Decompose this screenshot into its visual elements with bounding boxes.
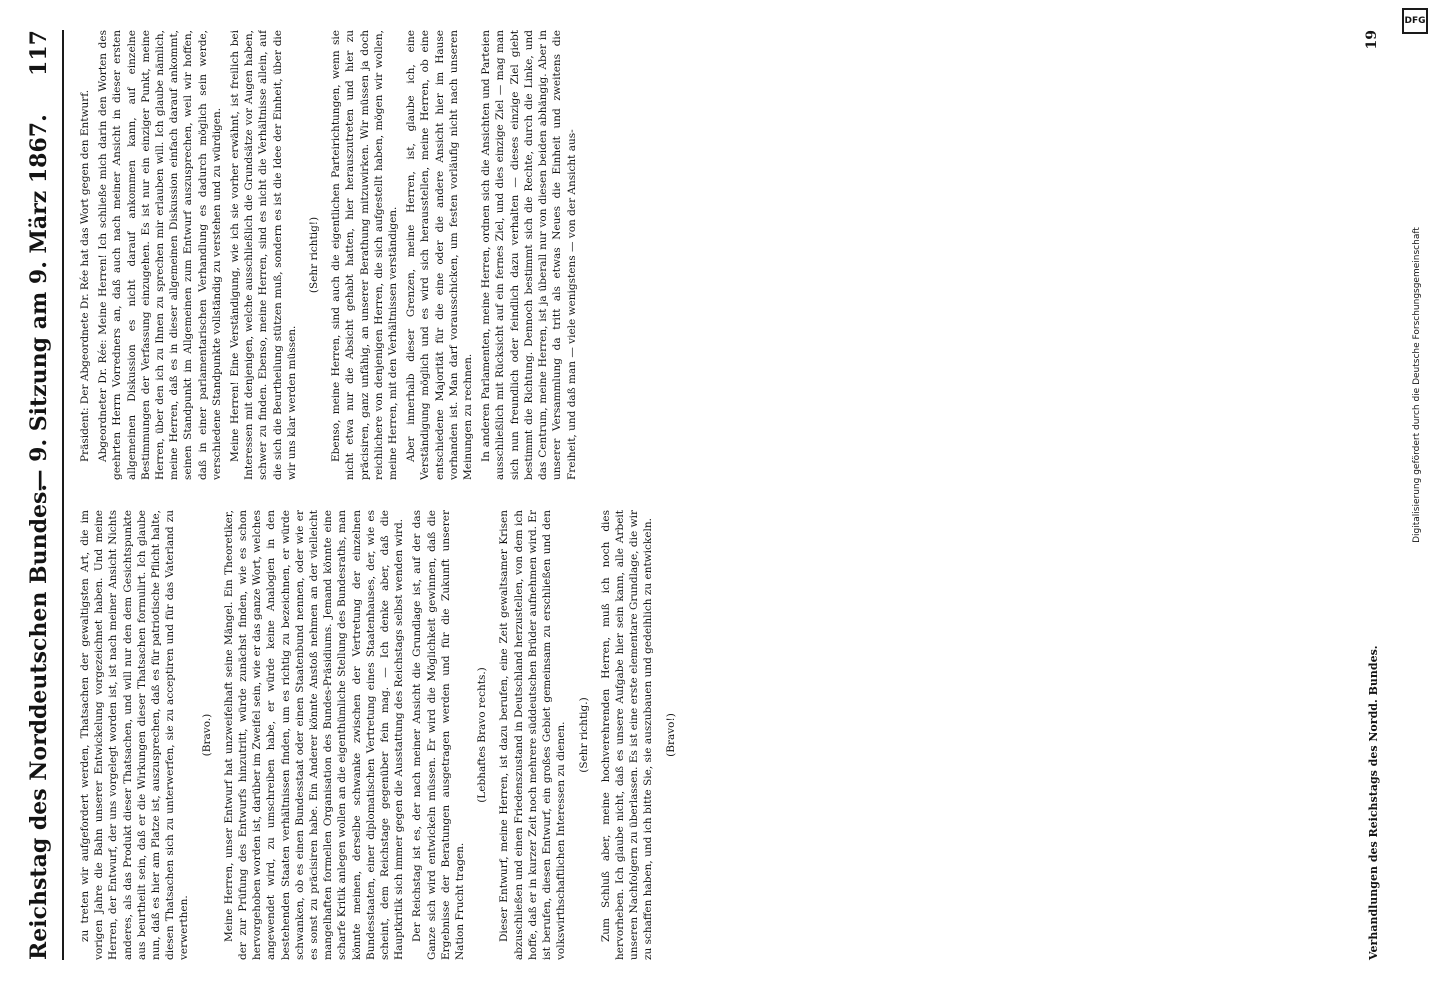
paragraph: Abgeordneter Dr. Rée: Meine Herren! Ich schließe mich darin den Worten des geehrten Herrn Vorredners an, daß auch nach meiner Ansicht in dieser ersten allgemeinen Diskussion es nicht darauf ankommen kann, auf einzelne Bestimmungen der Verfassung einzugehen. Es ist nur ein einziger Punkt, meine Herren, über den ich zu Ihnen zu sprechen mir erlauben will. Ich glaube nämlich, meine Herren, daß es in dieser allgemeinen Diskussion einfach darauf ankommt, seinen Standpunkt im Allgemeinen zum Entwurf auszusprechen, weil wir hoffen, daß in einer parlamentarischen Verhandlung es dadurch möglich sein werde, verschiedene Standpunkte vollständig zu verstehen und zu würdigen. xyxy=(97,30,223,480)
paragraph: Zum Schluß aber, meine hochverehrenden Herren, muß ich noch dies hervorheben. Ich glaube nicht, daß es unsere Aufgabe hier sein kann, alle Arbeit unseren Nachfolgern zu überlassen. Es ist eine erste elementare Grundlage, die wir zu schaffen haben, und ich bitte Sie, sie auszubauen und gedeihlich zu entwickeln. xyxy=(599,510,655,960)
digitization-sidebar xyxy=(1402,0,1432,1000)
left-text-column xyxy=(78,510,1360,960)
applause-note: (Bravo!) xyxy=(664,713,677,757)
applause-note: (Sehr richtig.) xyxy=(577,697,590,773)
running-header xyxy=(20,30,60,960)
page-number: 117 xyxy=(26,30,52,76)
dfg-logo: DFG xyxy=(1402,8,1428,34)
header-title: Reichstag des Norddeutschen Bundes. xyxy=(26,483,52,960)
footer-note: Verhandlungen des Reichstags des Nordd. Bundes. xyxy=(1367,645,1380,960)
paragraph: Präsident: Der Abgeordnete Dr. Rée hat das Wort gegen den Entwurf. xyxy=(79,89,91,462)
applause-note: (Sehr richtig!) xyxy=(308,216,321,294)
paragraph: Der Reichstag ist es, der nach meiner Ansicht die Grundlage ist, auf der das Ganze sich wird entwickeln müssen. Er wird die Möglichkeit gewinnen, daß die Ergebnisse der Beratungen ausgetragen werden und für die Zukunft unserer Nation Frucht tragen. xyxy=(411,510,467,960)
applause-note: (Bravo.) xyxy=(200,713,213,757)
dfg-funding-note: Digitalisierung gefördert durch die Deutsche Forschungsgemeinschaft xyxy=(1412,227,1422,543)
paragraph: Meine Herren, unser Entwurf hat unzweifelhaft seine Mängel. Ein Theoretiker, der zur Prüfung des Entwurfs hinzutritt, würde zunächst finden, wie es schon hervorgehoben worden ist, darüber im Zweifel sein, wie er das ganze Wort, welches angewendet wird, zu umschreiben habe, er würde keine Analogien in den bestehenden Staaten verhältnissen finden, um es richtig zu bezeichnen, er würde schwanken, ob es einen Bundesstaat oder einen Staatenbund nennen, oder wie er es sonst zu präcisiren habe. Ein Anderer könnte Anstoß nehmen an der vielleicht mangelhaften formellen Organisation des Bundes-Präsidiums. Jemand könnte eine scharfe Kritik anlegen wollen an die eigenthümliche Stellung des Bundesraths, man könnte meinen, derselbe schwanke zwischen der Vertretung der einzelnen Bundesstaaten, einer diplomatischen Vertretung eines Staatenhauses, der, wie es scheint, dem Reichstage gegenüber fein mag. — Ich denke aber, daß die Hauptkritik sich immer gegen die Ausstattung des Reichstags selbst wenden wird. xyxy=(222,510,406,960)
paragraph: Aber innerhalb dieser Grenzen, meine Herren, ist, glaube ich, eine Verständigung möglich und es wird sich herausstellen, meine Herren, ob eine entschiedene Majorität für die eine oder die andere Ansicht hier im Hause vorhanden ist. Man darf vorausschicken, um festen vorläufig nicht nach unseren Meinungen zu rechnen. xyxy=(405,30,475,480)
paragraph: In anderen Parlamenten, meine Herren, ordnen sich die Ansichten und Parteien ausschließlich mit Rücksicht auf ein fernes Ziel, und dies einzige Ziel — mag man sich nun freundlich oder feindlich dazu verhalten — dieses einzige Ziel giebt bestimmt die Richtung. Dennoch bestimmt sich die Rechte, durch die Linke, und das Centrum, meine Herren, ist ja überall nur von diesen beiden abhängig. Aber in unserer Versammlung da tritt als etwas Neues die Einheit und zweitens die Freiheit, und daß man — viele wenigstens — von der Ansicht aus- xyxy=(480,30,578,480)
paragraph: Meine Herren! Eine Verständigung, wie ich sie vorher erwähnt, ist freilich bei Interessen mit denjenigen, welche ausschließlich die Grundsätze vor Augen haben, schwer zu finden. Ebenso, meine Herren, sind es nicht die Verhältnisse allein, auf die sich die Beurtheilung stützen muß, sondern es ist die Idee der Einheit, über die wir uns klar werden müssen. xyxy=(229,30,298,480)
header-session: — 9. Sitzung am 9. März 1867. xyxy=(26,114,52,492)
paragraph: Ebenso, meine Herren, sind auch die eigentlichen Parteirichtungen, wenn sie nicht etwa nur die Absicht gehabt hatten, hier herauszutreten und hier zu präcisiren, ganz unfähig, an unserer Berathung mitzuwirken. Wir müssen ja doch reichlichere von denjenigen Herren, die sich aufgestellt haben, mögen wir wollen, meine Herren, mit den Verhältnissen verständigen. xyxy=(330,30,400,480)
paragraph: zu treten wir aufgefordert werden, Thatsachen der gewaltigsten Art, die im vorigen Jahre die Bahn unserer Entwickelung vorgezeichnet haben. Und meine Herren, der Entwurf, der uns vorgelegt worden ist, ist nach meiner Ansicht Nichts anderes, als das Produkt dieser Thatsachen, und will nur den dem Gesichtspunkte aus beurtheilt sein, daß er die Wirkungen dieser Thatsachen formulirt. Ich glaube nun, daß es hier am Platze ist, auszusprechen, daß es für patriotische Pflicht halte, diesen Thatsachen sich zu unterwerfen, sie zu acceptiren und für das Vaterland zu verwerthen. xyxy=(79,510,191,960)
right-text-column xyxy=(78,30,1360,480)
applause-note: (Lebhaftes Bravo rechts.) xyxy=(476,667,489,803)
paragraph: Dieser Entwurf, meine Herren, ist dazu berufen, eine Zeit gewaltsamer Krisen abzuschließen und einen Friedenszustand in Deutschland herzustellen, von dem ich hoffe, daß er in kurzer Zeit noch mehrere süddeutschen Brüder aufnehmen wird. Er ist berufen, diesen Entwurf, ein großes Gebiet gemeinsam zu erschließen und den volkswirthschaftlichen Interessen zu dienen. xyxy=(498,510,568,960)
header-rule xyxy=(62,30,64,960)
signature-number: 19 xyxy=(1364,30,1380,50)
